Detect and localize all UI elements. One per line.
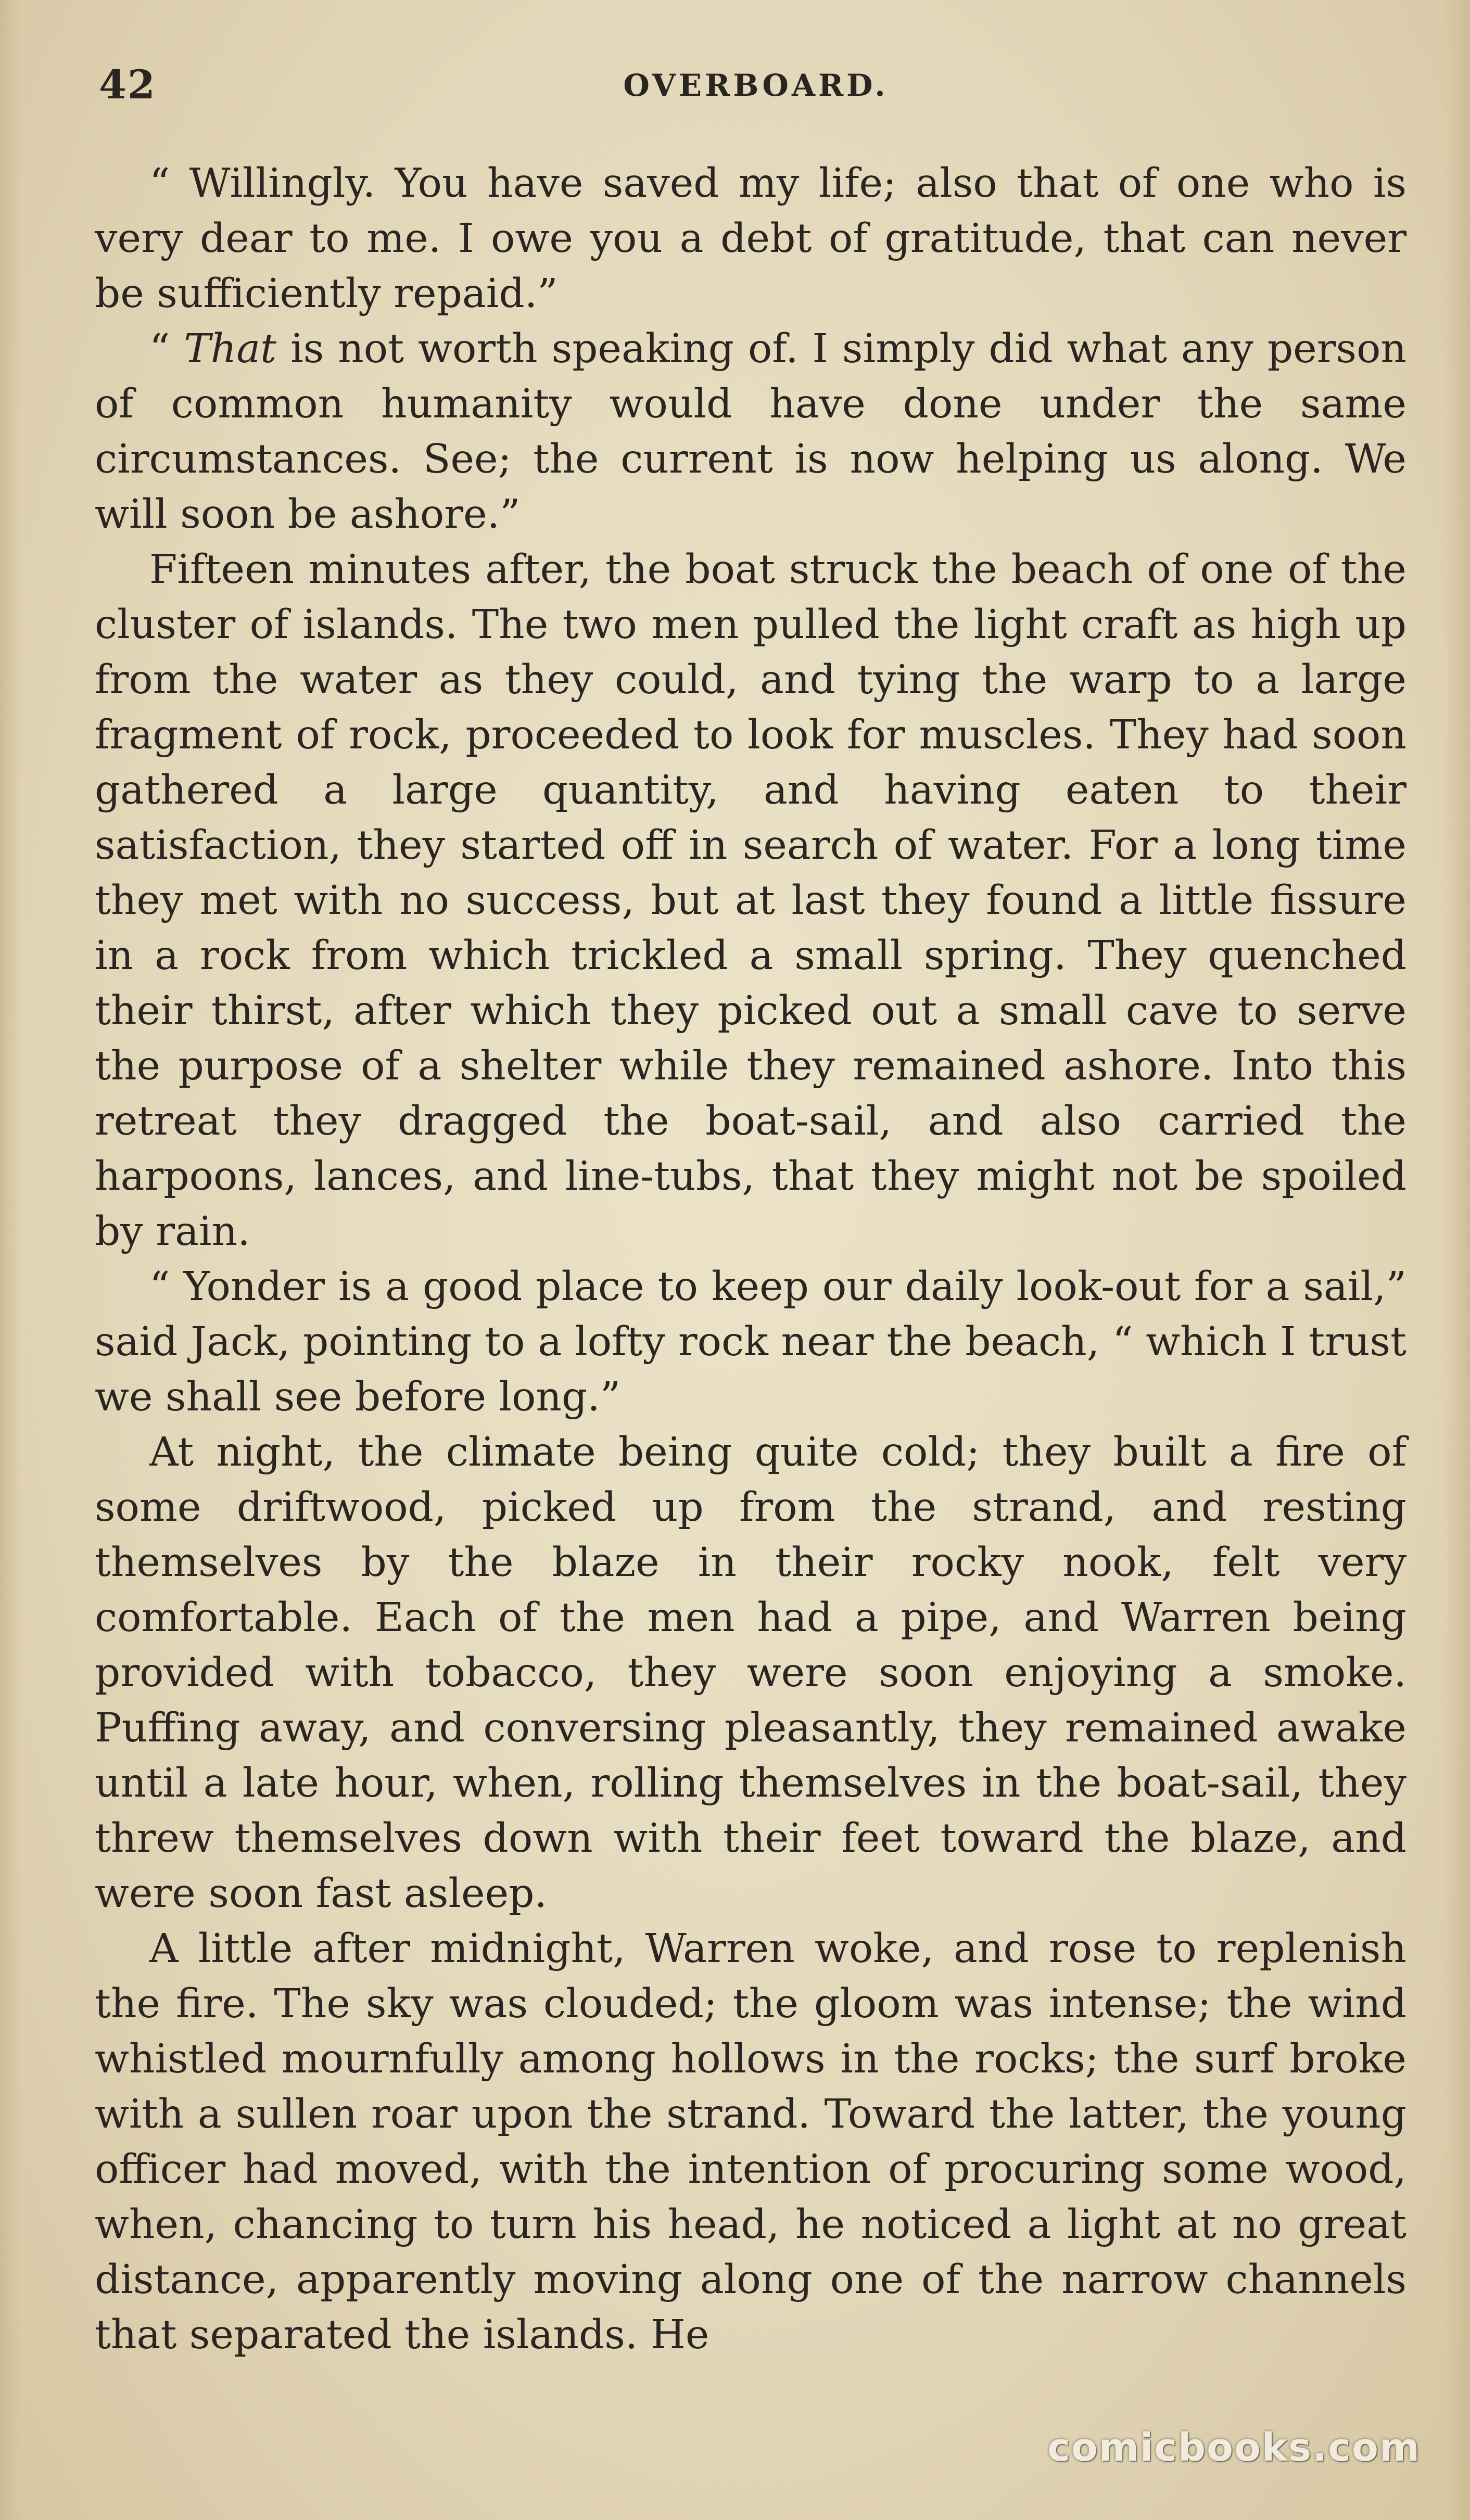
paragraph <box>95 1259 1406 1425</box>
paragraph-text: A little after midnight, Warren woke, and rose to replenish the fire. The sky was clouded; the gloom was intense; the wind whistled mournfully among hollows in the rocks; the surf broke with a sullen roar upon the strand. Toward the latter, the young officer had moved, with the intention of procuring some wood, when, chancing to turn his head, he noticed a light at no great distance, apparently moving along one of the narrow channels that separated the islands. He <box>95 1926 1406 2358</box>
running-head <box>99 61 1413 108</box>
page-number: 42 <box>99 61 156 108</box>
paragraph <box>95 1921 1406 2363</box>
paragraph-text: “ Yonder is a good place to keep our daily look-out for a sail,” said Jack, pointing to a lofty rock near the beach, “ which I trust we shall see before long.” <box>95 1264 1406 1420</box>
paragraph-text: “ <box>149 326 184 372</box>
paragraph <box>95 542 1406 1259</box>
paragraph-text: At night, the climate being quite cold; they built a fire of some driftwood, picked up from the strand, and resting themselves by the blaze in their rocky nook, felt very comfortable. Each of the men had a pipe, and Warren being provided with tobacco, they were soon enjoying a smoke. Puffing away, and conversing pleasantly, they remained awake until a late hour, when, rolling themselves in the boat-sail, they threw themselves down with their feet toward the blaze, and were soon fast asleep. <box>95 1429 1406 1917</box>
page-edge-shadow-left <box>0 0 21 2520</box>
paragraph-text: “ Willingly. You have saved my life; also that of one who is very dear to me. I owe you a debt of gratitude, that can never be sufficiently repaid.” <box>95 160 1406 317</box>
page-edge-shadow-right <box>1444 0 1470 2520</box>
paragraph-text: Fifteen minutes after, the boat struck the beach of one of the cluster of islands. The two men pulled the light craft as high up from the water as they could, and tying the warp to a large fragment of rock, proceeded to look for muscles. They had soon gathered a large quantity, and having eaten to their satisfaction, they started off in search of water. For a long time they met with no success, but at last they found a little fissure in a rock from which trickled a small spring. They quenched their thirst, after which they picked out a small cave to serve the purpose of a shelter while they remained ashore. Into this retreat they dragged the boat-sail, and also carried the harpoons, lances, and line-tubs, that they might not be spoiled by rain. <box>95 546 1406 1255</box>
body-text <box>95 156 1406 2363</box>
watermark: comicbooks.com <box>1047 2425 1421 2470</box>
italic-text: That <box>184 326 277 372</box>
running-title: OVERBOARD. <box>623 68 889 103</box>
paragraph <box>95 322 1406 542</box>
paragraph-text: is not worth speaking of. I simply did what any person of common humanity would have done under the same circumstances. See; the current is now helping us along. We will soon be ashore.” <box>95 326 1407 538</box>
paragraph <box>95 1425 1406 1921</box>
paragraph <box>95 156 1406 322</box>
